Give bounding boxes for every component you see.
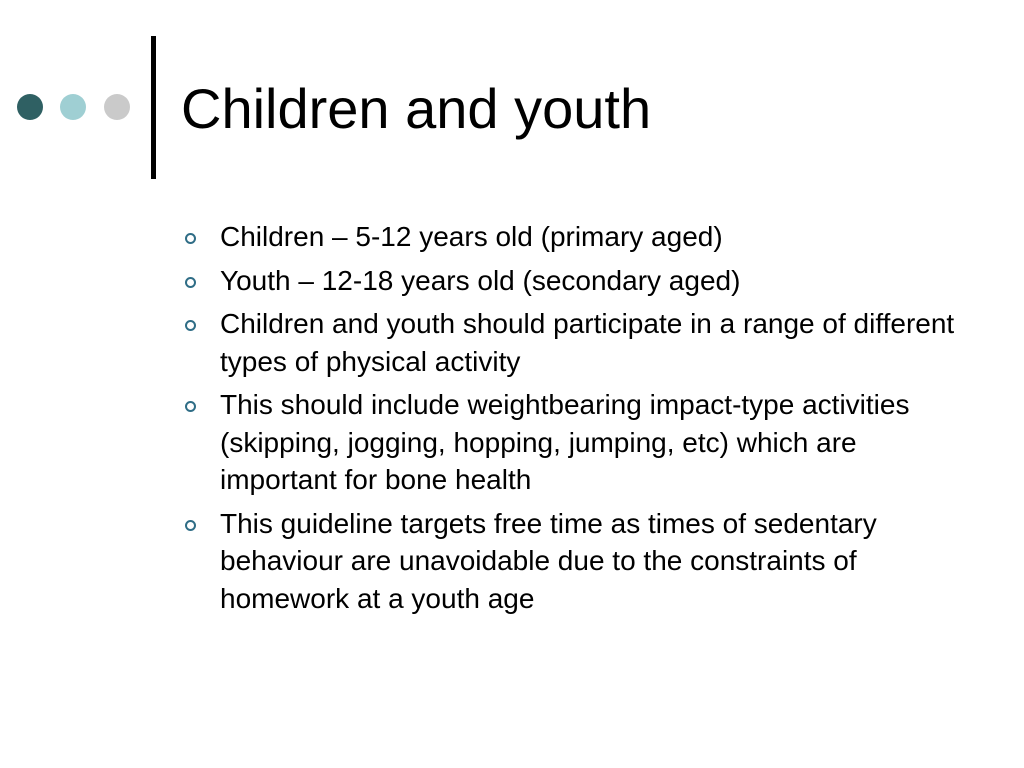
title-divider-line xyxy=(151,36,156,179)
hollow-circle-bullet-icon xyxy=(185,401,196,412)
bullet-item xyxy=(185,262,965,300)
decorative-dot-dark xyxy=(17,94,43,120)
bullet-text: This should include weightbearing impact-type activities (skipping, jogging, hopping, jumping, etc) which are important for bone health xyxy=(220,389,910,495)
decorative-dot-light-teal xyxy=(60,94,86,120)
bullet-item xyxy=(185,505,965,618)
hollow-circle-bullet-icon xyxy=(185,233,196,244)
bullet-text: Children – 5-12 years old (primary aged) xyxy=(220,221,723,252)
bullet-text: Children and youth should participate in a range of different types of physical activity xyxy=(220,308,955,377)
bullet-text: Youth – 12-18 years old (secondary aged) xyxy=(220,264,741,296)
bullet-item xyxy=(185,218,965,256)
decorative-dot-grey xyxy=(104,94,130,120)
slide-title: Children and youth xyxy=(181,77,652,140)
hollow-circle-bullet-icon xyxy=(185,320,196,331)
bullet-item xyxy=(185,386,965,499)
hollow-circle-bullet-icon xyxy=(185,520,196,531)
bullet-list xyxy=(185,218,965,623)
bullet-text: This guideline targets free time as times of sedentary behaviour are unavoidable due to the constraints of homework at a youth age xyxy=(220,507,877,614)
bullet-item xyxy=(185,305,965,380)
hollow-circle-bullet-icon xyxy=(185,277,196,288)
